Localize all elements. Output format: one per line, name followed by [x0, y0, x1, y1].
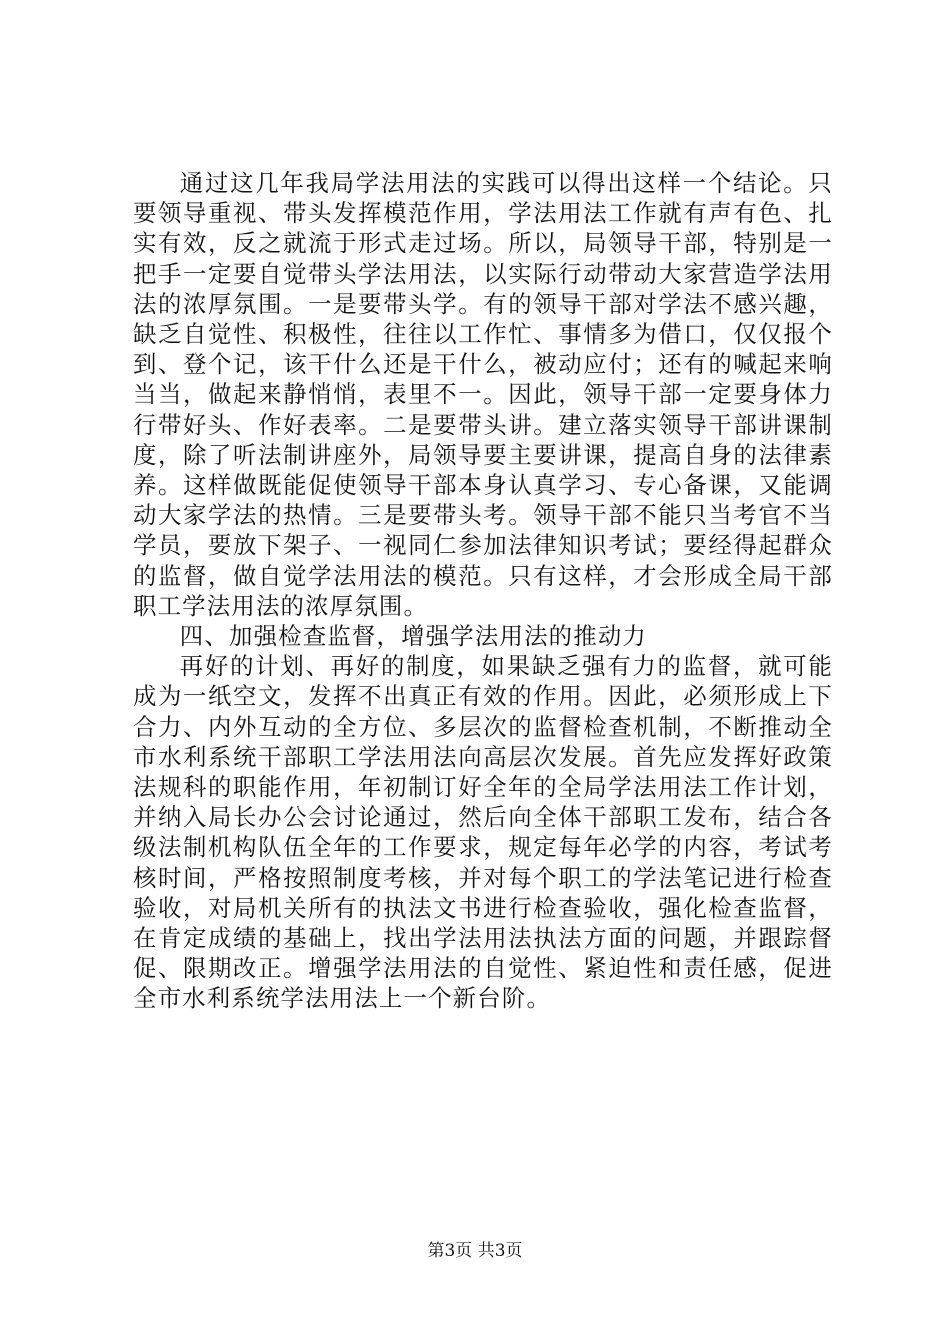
paragraph-leadership: 通过这几年我局学法用法的实践可以得出这样一个结论。只要领导重视、带头发挥模范作用，学法用法工作就有声有色、扎实有效，反之就流于形式走过场。所以，局领导干部，特别是一把手一定要自觉带头学法用法，以实际行动带动大家营造学法用法的浓厚氛围。一是要带头学。有的领导干部对学法不感兴趣，缺乏自觉性、积极性，往往以工作忙、事情多为借口，仅仅报个到、登个记，该干什么还是干什么，被动应付；还有的喊起来响当当，做起来静悄悄，表里不一。因此，领导干部一定要身体力行带好头、作好表率。二是要带头讲。建立落实领导干部讲课制度，除了听法制讲座外，局领导要主要讲课，提高自身的法律素养。这样做既能促使领导干部本身认真学习、专心备课，又能调动大家学法的热情。三是要带头考。领导干部不能只当考官不当学员，要放下架子、一视同仁参加法律知识考试；要经得起群众的监督，做自觉学法用法的模范。只有这样，才会形成全局干部职工学法用法的浓厚氛围。	[133, 169, 833, 620]
paragraph-supervision: 再好的计划、再好的制度，如果缺乏强有力的监督，就可能成为一纸空文，发挥不出真正有效的作用。因此，必须形成上下合力、内外互动的全方位、多层次的监督检查机制，不断推动全市水利系统干部职工学法用法向高层次发展。首先应发挥好政策法规科的职能作用，年初制订好全年的全局学法用法工作计划，并纳入局长办公会讨论通过，然后向全体干部职工发布，结合各级法制机构队伍全年的工作要求，规定每年必学的内容，考试考核时间，严格按照制度考核，并对每个职工的学法笔记进行检查验收，对局机关所有的执法文书进行检查验收，强化检查监督，在肯定成绩的基础上，找出学法用法执法方面的问题，并跟踪督促、限期改正。增强学法用法的自觉性、紧迫性和责任感，促进全市水利系统学法用法上一个新台阶。	[133, 652, 833, 1013]
page-number-footer: 第3页 共3页	[427, 1241, 523, 1261]
document-body	[133, 168, 833, 1014]
section-heading-supervision: 四、加强检查监督，增强学法用法的推动力	[179, 622, 648, 651]
